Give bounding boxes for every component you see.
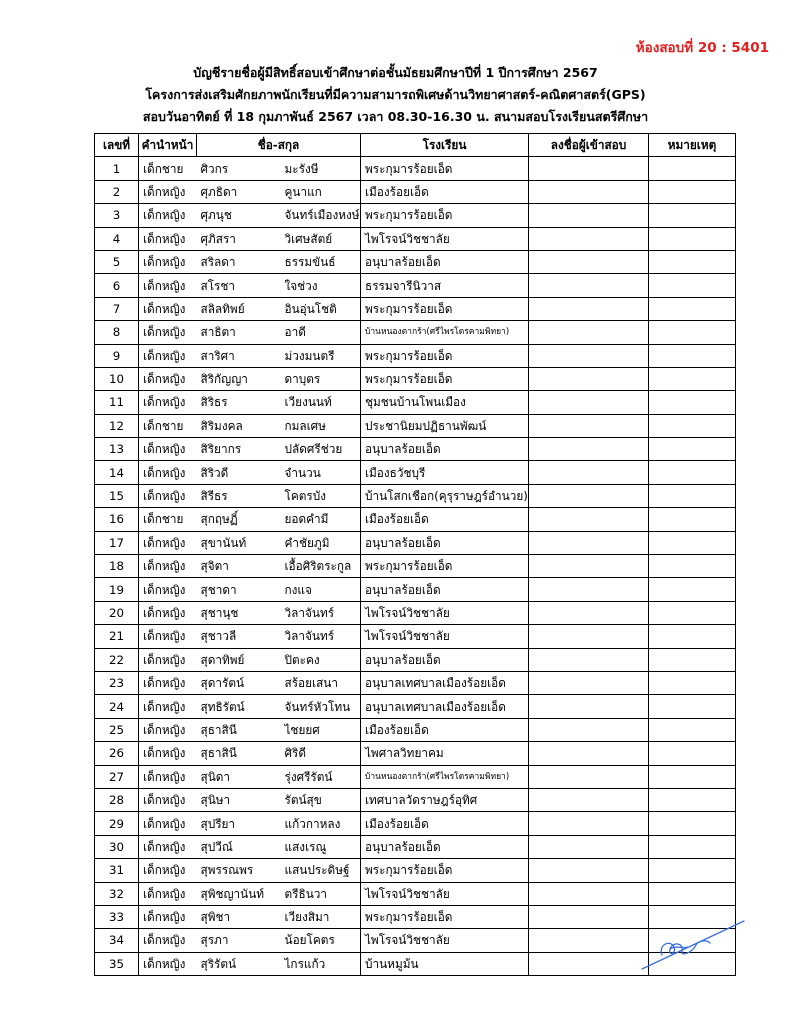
row-title: เด็กชาย	[139, 157, 197, 180]
row-title: เด็กหญิง	[139, 742, 197, 765]
row-title: เด็กหญิง	[139, 695, 197, 718]
row-number: 28	[95, 788, 139, 811]
table-row	[95, 648, 736, 671]
row-title: เด็กหญิง	[139, 250, 197, 273]
row-title: เด็กหญิง	[139, 905, 197, 928]
row-sign-cell	[529, 929, 649, 952]
row-school: บ้านหนองตากร้า(ศรีไพรโดรคามพิทยา)	[361, 765, 529, 788]
row-sign-cell	[529, 391, 649, 414]
row-first-name: สิริยากร	[197, 438, 281, 461]
row-school: ชุมชนบ้านโพนเมือง	[361, 391, 529, 414]
row-school: ไพโรจน์วิชชาลัย	[361, 625, 529, 648]
row-last-name: เอื้อศิริตระกูล	[281, 555, 361, 578]
row-title: เด็กหญิง	[139, 461, 197, 484]
row-number: 32	[95, 882, 139, 905]
row-first-name: สุธาสินี	[197, 718, 281, 741]
row-number: 35	[95, 952, 139, 975]
row-sign-cell	[529, 484, 649, 507]
row-sign-cell	[529, 835, 649, 858]
table-row	[95, 882, 736, 905]
row-last-name: ปลัดศรีช่วย	[281, 438, 361, 461]
row-title: เด็กหญิง	[139, 835, 197, 858]
table-row	[95, 484, 736, 507]
row-title: เด็กหญิง	[139, 578, 197, 601]
row-school: พระกุมารร้อยเอ็ด	[361, 204, 529, 227]
row-first-name: สุนิดา	[197, 765, 281, 788]
row-title: เด็กหญิง	[139, 788, 197, 811]
row-note-cell	[649, 671, 736, 694]
row-number: 19	[95, 578, 139, 601]
row-last-name: ปิตะคง	[281, 648, 361, 671]
row-sign-cell	[529, 508, 649, 531]
row-sign-cell	[529, 695, 649, 718]
row-number: 5	[95, 250, 139, 273]
row-last-name: เวียงสิมา	[281, 905, 361, 928]
row-title: เด็กหญิง	[139, 531, 197, 554]
table-row	[95, 742, 736, 765]
row-number: 14	[95, 461, 139, 484]
row-first-name: สโรชา	[197, 274, 281, 297]
row-number: 16	[95, 508, 139, 531]
row-number: 4	[95, 227, 139, 250]
row-sign-cell	[529, 461, 649, 484]
row-school: ไพศาลวิทยาคม	[361, 742, 529, 765]
row-title: เด็กชาย	[139, 508, 197, 531]
row-first-name: สิริวดี	[197, 461, 281, 484]
row-note-cell	[649, 367, 736, 390]
row-last-name: คำชัยภูมิ	[281, 531, 361, 554]
row-school: อนุบาลร้อยเอ็ด	[361, 648, 529, 671]
row-number: 17	[95, 531, 139, 554]
row-sign-cell	[529, 882, 649, 905]
row-title: เด็กหญิง	[139, 882, 197, 905]
row-sign-cell	[529, 344, 649, 367]
table-row	[95, 531, 736, 554]
row-last-name: ไกรแก้ว	[281, 952, 361, 975]
signature-stroke-line	[642, 921, 744, 969]
row-first-name: ศุภธิดา	[197, 180, 281, 203]
row-first-name: สุกฤษฏิ์	[197, 508, 281, 531]
row-first-name: สุขานันท์	[197, 531, 281, 554]
table-header-row	[95, 134, 736, 157]
row-note-cell	[649, 765, 736, 788]
row-note-cell	[649, 391, 736, 414]
table-row	[95, 391, 736, 414]
row-sign-cell	[529, 227, 649, 250]
row-last-name: แสงเรณู	[281, 835, 361, 858]
row-first-name: สุนิษา	[197, 788, 281, 811]
row-school: ไพโรจน์วิชชาลัย	[361, 601, 529, 624]
table-row	[95, 601, 736, 624]
row-number: 18	[95, 555, 139, 578]
col-header-sign: ลงชื่อผู้เข้าสอบ	[529, 134, 649, 157]
row-note-cell	[649, 297, 736, 320]
row-last-name: น้อยโคตร	[281, 929, 361, 952]
row-school: พระกุมารร้อยเอ็ด	[361, 297, 529, 320]
row-school: ไพโรจน์วิชชาลัย	[361, 929, 529, 952]
row-note-cell	[649, 835, 736, 858]
row-title: เด็กหญิง	[139, 180, 197, 203]
col-header-school: โรงเรียน	[361, 134, 529, 157]
row-school: บ้านหนองตากร้า(ศรีไพรโดรคามพิทยา)	[361, 321, 529, 344]
row-title: เด็กหญิง	[139, 718, 197, 741]
row-first-name: สุปวีณ์	[197, 835, 281, 858]
row-first-name: สุพิชญานันท์	[197, 882, 281, 905]
row-title: เด็กหญิง	[139, 204, 197, 227]
row-title: เด็กหญิง	[139, 344, 197, 367]
table-row	[95, 718, 736, 741]
row-first-name: สิรีธร	[197, 484, 281, 507]
table-row	[95, 438, 736, 461]
row-note-cell	[649, 555, 736, 578]
row-number: 21	[95, 625, 139, 648]
row-school: อนุบาลร้อยเอ็ด	[361, 438, 529, 461]
row-first-name: สาริศา	[197, 344, 281, 367]
row-sign-cell	[529, 578, 649, 601]
row-note-cell	[649, 812, 736, 835]
row-first-name: สุชาดา	[197, 578, 281, 601]
table-row	[95, 204, 736, 227]
row-number: 6	[95, 274, 139, 297]
row-last-name: จันทร์เมืองหงษ์	[281, 204, 361, 227]
row-number: 9	[95, 344, 139, 367]
row-note-cell	[649, 531, 736, 554]
row-note-cell	[649, 414, 736, 437]
row-school: พระกุมารร้อยเอ็ด	[361, 905, 529, 928]
row-title: เด็กหญิง	[139, 648, 197, 671]
row-title: เด็กหญิง	[139, 227, 197, 250]
row-last-name: มะรังษี	[281, 157, 361, 180]
document-header	[0, 62, 791, 128]
row-note-cell	[649, 859, 736, 882]
row-title: เด็กหญิง	[139, 929, 197, 952]
row-school: เมืองร้อยเอ็ด	[361, 718, 529, 741]
row-note-cell	[649, 718, 736, 741]
row-number: 13	[95, 438, 139, 461]
row-school: อนุบาลเทศบาลเมืองร้อยเอ็ด	[361, 671, 529, 694]
row-title: เด็กหญิง	[139, 671, 197, 694]
row-school: พระกุมารร้อยเอ็ด	[361, 859, 529, 882]
table-row	[95, 414, 736, 437]
row-number: 7	[95, 297, 139, 320]
row-last-name: ใจช่วง	[281, 274, 361, 297]
row-last-name: วิเศษสัตย์	[281, 227, 361, 250]
row-school: อนุบาลเทศบาลเมืองร้อยเอ็ด	[361, 695, 529, 718]
row-first-name: สุพิชา	[197, 905, 281, 928]
row-note-cell	[649, 648, 736, 671]
row-note-cell	[649, 695, 736, 718]
row-sign-cell	[529, 321, 649, 344]
row-last-name: โคตรบัง	[281, 484, 361, 507]
table-row	[95, 578, 736, 601]
row-sign-cell	[529, 625, 649, 648]
row-first-name: สิริมงคล	[197, 414, 281, 437]
row-title: เด็กชาย	[139, 414, 197, 437]
row-title: เด็กหญิง	[139, 484, 197, 507]
row-note-cell	[649, 180, 736, 203]
row-school: พระกุมารร้อยเอ็ด	[361, 344, 529, 367]
row-note-cell	[649, 508, 736, 531]
row-last-name: กมลเศษ	[281, 414, 361, 437]
table-row	[95, 274, 736, 297]
row-title: เด็กหญิง	[139, 952, 197, 975]
row-first-name: สลิลทิพย์	[197, 297, 281, 320]
row-school: พระกุมารร้อยเอ็ด	[361, 157, 529, 180]
row-number: 26	[95, 742, 139, 765]
row-number: 25	[95, 718, 139, 741]
row-last-name: จำนวน	[281, 461, 361, 484]
signature-mark	[640, 915, 750, 975]
row-title: เด็กหญิง	[139, 297, 197, 320]
row-number: 1	[95, 157, 139, 180]
table-row	[95, 695, 736, 718]
row-first-name: สาธิตา	[197, 321, 281, 344]
row-number: 23	[95, 671, 139, 694]
row-number: 30	[95, 835, 139, 858]
header-project: โครงการส่งเสริมศักยภาพนักเรียนที่มีความสามารถพิเศษด้านวิทยาศาสตร์-คณิตศาสตร์(GPS)	[145, 87, 646, 102]
row-number: 31	[95, 859, 139, 882]
table-row	[95, 812, 736, 835]
row-school: บ้านโสกเชือก(คุรุราษฎร์อำนวย)	[361, 484, 529, 507]
row-number: 2	[95, 180, 139, 203]
row-number: 12	[95, 414, 139, 437]
table-row	[95, 859, 736, 882]
row-note-cell	[649, 250, 736, 273]
row-last-name: แก้วกาหลง	[281, 812, 361, 835]
row-note-cell	[649, 625, 736, 648]
row-last-name: วิลาจันทร์	[281, 625, 361, 648]
row-last-name: รัตน์สุข	[281, 788, 361, 811]
row-title: เด็กหญิง	[139, 812, 197, 835]
table-row	[95, 835, 736, 858]
row-school: เมืองร้อยเอ็ด	[361, 812, 529, 835]
row-note-cell	[649, 204, 736, 227]
row-sign-cell	[529, 555, 649, 578]
row-note-cell	[649, 882, 736, 905]
row-sign-cell	[529, 742, 649, 765]
row-number: 29	[95, 812, 139, 835]
row-note-cell	[649, 227, 736, 250]
row-number: 20	[95, 601, 139, 624]
row-school: ธรรมจารีนิวาส	[361, 274, 529, 297]
table-row	[95, 297, 736, 320]
row-note-cell	[649, 321, 736, 344]
row-title: เด็กหญิง	[139, 438, 197, 461]
row-last-name: คูนาแก	[281, 180, 361, 203]
row-sign-cell	[529, 671, 649, 694]
row-last-name: ตรีธินวา	[281, 882, 361, 905]
row-note-cell	[649, 788, 736, 811]
row-school: พระกุมารร้อยเอ็ด	[361, 555, 529, 578]
row-sign-cell	[529, 765, 649, 788]
row-sign-cell	[529, 414, 649, 437]
row-first-name: สุดาทิพย์	[197, 648, 281, 671]
row-number: 24	[95, 695, 139, 718]
row-sign-cell	[529, 297, 649, 320]
row-last-name: สร้อยเสนา	[281, 671, 361, 694]
row-last-name: วิลาจันทร์	[281, 601, 361, 624]
row-school: เมืองร้อยเอ็ด	[361, 508, 529, 531]
row-first-name: สิริกัญญา	[197, 367, 281, 390]
row-title: เด็กหญิง	[139, 765, 197, 788]
row-sign-cell	[529, 204, 649, 227]
row-sign-cell	[529, 438, 649, 461]
row-number: 3	[95, 204, 139, 227]
row-school: เมืองธวัชบุรี	[361, 461, 529, 484]
row-note-cell	[649, 484, 736, 507]
row-last-name: ม่วงมนตรี	[281, 344, 361, 367]
row-sign-cell	[529, 788, 649, 811]
row-first-name: สุจิตา	[197, 555, 281, 578]
row-last-name: ไชยยศ	[281, 718, 361, 741]
table-row	[95, 555, 736, 578]
row-note-cell	[649, 157, 736, 180]
row-title: เด็กหญิง	[139, 625, 197, 648]
table-row	[95, 765, 736, 788]
row-sign-cell	[529, 905, 649, 928]
header-title: บัญชีรายชื่อผู้มีสิทธิ์สอบเข้าศึกษาต่อชั้นมัธยมศึกษาปีที่ 1 ปีการศึกษา 2567	[193, 65, 598, 80]
row-sign-cell	[529, 601, 649, 624]
table-row	[95, 367, 736, 390]
student-roster-table	[94, 133, 736, 976]
row-first-name: สุปรียา	[197, 812, 281, 835]
row-sign-cell	[529, 531, 649, 554]
row-first-name: สุริรัตน์	[197, 952, 281, 975]
row-last-name: แสนประดิษฐ์	[281, 859, 361, 882]
row-number: 15	[95, 484, 139, 507]
row-last-name: จันทร์หัวโทน	[281, 695, 361, 718]
row-sign-cell	[529, 648, 649, 671]
row-school: อนุบาลร้อยเอ็ด	[361, 835, 529, 858]
row-school: เมืองร้อยเอ็ด	[361, 180, 529, 203]
table-row	[95, 461, 736, 484]
row-last-name: ยอดคำมี	[281, 508, 361, 531]
row-first-name: สุทธิรัตน์	[197, 695, 281, 718]
row-school: เทศบาลวัดราษฎร์อุทิศ	[361, 788, 529, 811]
row-sign-cell	[529, 250, 649, 273]
row-number: 27	[95, 765, 139, 788]
row-sign-cell	[529, 180, 649, 203]
row-first-name: สุธาสินี	[197, 742, 281, 765]
row-school: บ้านหมูม้น	[361, 952, 529, 975]
table-row	[95, 227, 736, 250]
row-note-cell	[649, 578, 736, 601]
row-school: ไพโรจน์วิชชาลัย	[361, 227, 529, 250]
row-number: 10	[95, 367, 139, 390]
table-row	[95, 250, 736, 273]
row-sign-cell	[529, 367, 649, 390]
table-row	[95, 157, 736, 180]
row-note-cell	[649, 438, 736, 461]
row-title: เด็กหญิง	[139, 391, 197, 414]
row-note-cell	[649, 274, 736, 297]
row-school: ไพโรจน์วิชชาลัย	[361, 882, 529, 905]
table-row	[95, 321, 736, 344]
row-title: เด็กหญิง	[139, 274, 197, 297]
col-header-title: คำนำหน้า	[139, 134, 197, 157]
row-last-name: กงแจ	[281, 578, 361, 601]
row-last-name: รุ่งศรีรัตน์	[281, 765, 361, 788]
row-first-name: ศิวกร	[197, 157, 281, 180]
row-last-name: เวียงนนท์	[281, 391, 361, 414]
table-row	[95, 625, 736, 648]
row-title: เด็กหญิง	[139, 859, 197, 882]
row-sign-cell	[529, 952, 649, 975]
row-number: 34	[95, 929, 139, 952]
header-exam-date: สอบวันอาทิตย์ ที่ 18 กุมภาพันธ์ 2567 เวลา 08.30-16.30 น. สนามสอบโรงเรียนสตรีศึกษา	[142, 109, 649, 124]
row-sign-cell	[529, 274, 649, 297]
row-first-name: ศุภนุช	[197, 204, 281, 227]
row-title: เด็กหญิง	[139, 367, 197, 390]
col-header-no: เลขที่	[95, 134, 139, 157]
row-last-name: อินอุ่นโชติ	[281, 297, 361, 320]
table-row	[95, 671, 736, 694]
col-header-name: ชื่อ-สกุล	[197, 134, 361, 157]
row-title: เด็กหญิง	[139, 555, 197, 578]
row-first-name: ศุภิสรา	[197, 227, 281, 250]
exam-room-label: ห้องสอบที่ 20 : 5401	[635, 40, 769, 56]
row-first-name: สิริธร	[197, 391, 281, 414]
row-number: 8	[95, 321, 139, 344]
row-last-name: ธรรมขันธ์	[281, 250, 361, 273]
row-sign-cell	[529, 157, 649, 180]
row-first-name: สุชานุช	[197, 601, 281, 624]
row-number: 22	[95, 648, 139, 671]
row-number: 33	[95, 905, 139, 928]
roster-body	[95, 157, 736, 976]
row-first-name: สุชาวลี	[197, 625, 281, 648]
row-last-name: อาดี	[281, 321, 361, 344]
row-note-cell	[649, 344, 736, 367]
table-row	[95, 508, 736, 531]
row-sign-cell	[529, 859, 649, 882]
table-row	[95, 180, 736, 203]
row-sign-cell	[529, 812, 649, 835]
row-first-name: สุดารัตน์	[197, 671, 281, 694]
row-number: 11	[95, 391, 139, 414]
row-school: ประชานิยมปฏิธานพัฒน์	[361, 414, 529, 437]
row-first-name: สุพรรณพร	[197, 859, 281, 882]
row-first-name: สุรภา	[197, 929, 281, 952]
row-sign-cell	[529, 718, 649, 741]
row-school: อนุบาลร้อยเอ็ด	[361, 250, 529, 273]
table-row	[95, 344, 736, 367]
col-header-note: หมายเหตุ	[649, 134, 736, 157]
row-first-name: สริลดา	[197, 250, 281, 273]
row-title: เด็กหญิง	[139, 601, 197, 624]
row-school: อนุบาลร้อยเอ็ด	[361, 578, 529, 601]
row-note-cell	[649, 601, 736, 624]
row-note-cell	[649, 461, 736, 484]
row-title: เด็กหญิง	[139, 321, 197, 344]
row-school: อนุบาลร้อยเอ็ด	[361, 531, 529, 554]
row-school: พระกุมารร้อยเอ็ด	[361, 367, 529, 390]
row-last-name: ดาบุตร	[281, 367, 361, 390]
row-note-cell	[649, 742, 736, 765]
row-last-name: ศิริดี	[281, 742, 361, 765]
table-row	[95, 788, 736, 811]
